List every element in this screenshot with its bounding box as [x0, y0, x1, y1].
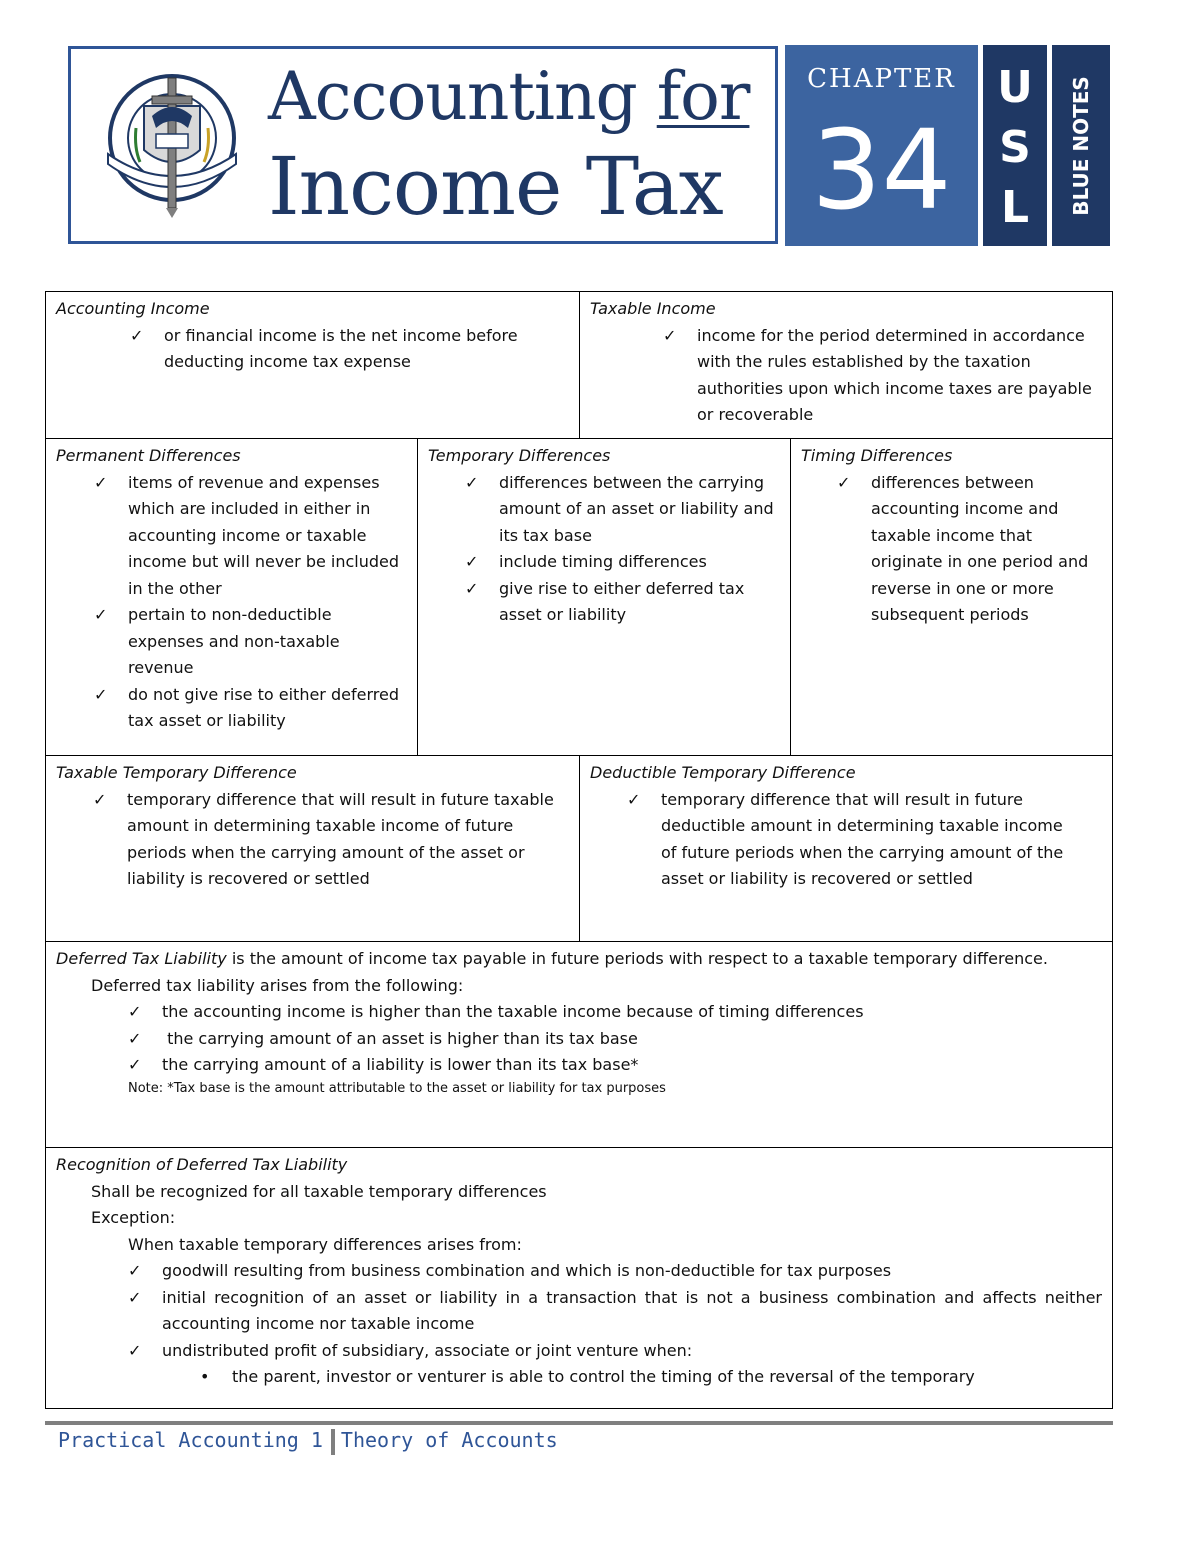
checkmark-icon: ✓	[128, 1055, 142, 1074]
deferred-tax-liability-cell	[45, 941, 1113, 1148]
usl-letter-s: S	[999, 122, 1031, 173]
usl-letter-l: L	[1000, 182, 1030, 233]
taxable-temporary-list	[56, 787, 575, 893]
checkmark-icon: ✓	[663, 325, 677, 345]
list-item	[94, 682, 408, 735]
list-item-text: temporary difference that will result in future taxable amount in determining taxable income of future periods when the carrying amount of the asset or liability is recovered or settled	[127, 789, 554, 888]
taxable-income-heading: Taxable Income	[590, 299, 716, 318]
list-item	[128, 1338, 1102, 1365]
list-item-text: include timing differences	[499, 552, 707, 571]
checkmark-icon: ✓	[128, 1287, 142, 1307]
list-item	[93, 787, 575, 893]
deductible-temporary-cell	[579, 755, 1113, 942]
recognition-cell	[45, 1147, 1113, 1409]
footer-rule	[45, 1421, 1113, 1425]
list-item-text: items of revenue and expenses which are included in either in accounting income or taxable income but will never be included in the other	[128, 472, 400, 598]
list-item-text: the carrying amount of a liability is lower than its tax base*	[162, 1055, 639, 1074]
blue-notes-label-wrap	[1052, 45, 1110, 246]
chapter-number: 34	[811, 106, 952, 234]
list-item	[94, 602, 408, 682]
recognition-line-1: Shall be recognized for all taxable temporary differences	[91, 1181, 547, 1201]
list-item	[128, 1052, 1102, 1079]
list-item-text: goodwill resulting from business combination and which is non-deductible for tax purposes	[162, 1261, 892, 1280]
recognition-sub-list	[56, 1364, 1102, 1391]
checkmark-icon: ✓	[465, 472, 479, 492]
checkmark-icon: ✓	[128, 1002, 142, 1021]
list-item	[94, 470, 408, 603]
timing-differences-heading: Timing Differences	[801, 446, 953, 465]
accounting-income-list	[56, 323, 559, 376]
list-item-text: do not give rise to either deferred tax asset or liability	[128, 684, 399, 730]
list-item-text: initial recognition of an asset or liability in a transaction that is not a business combination and affects neither accounting income nor taxable income	[162, 1287, 1102, 1333]
footer-subject: Theory of Accounts	[340, 1428, 558, 1452]
usl-letter-u: U	[997, 62, 1033, 113]
list-item	[128, 999, 1102, 1026]
list-item-text: the carrying amount of an asset is higher than its tax base	[162, 1028, 638, 1048]
title-for: for	[656, 58, 750, 135]
definition-text: is the amount of income tax payable in future periods with respect to a taxable temporary difference.	[226, 949, 1048, 968]
list-item-text: undistributed profit of subsidiary, associate or joint venture when:	[162, 1340, 693, 1360]
list-item-text: the accounting income is higher than the taxable income because of timing differences	[162, 1002, 864, 1021]
checkmark-icon: ✓	[465, 578, 479, 598]
list-item	[128, 1258, 1102, 1285]
list-item	[128, 1285, 1102, 1338]
footer-course: Practical Accounting 1	[58, 1428, 323, 1452]
checkmark-icon: ✓	[128, 1340, 142, 1360]
title-line-2: Income Tax	[268, 140, 723, 233]
checkmark-icon: ✓	[94, 472, 108, 492]
list-item-text: pertain to non-deductible expenses and non-taxable revenue	[128, 605, 340, 677]
footer-separator	[331, 1429, 335, 1455]
list-item-text: or financial income is the net income before deducting income tax expense	[164, 325, 518, 371]
temporary-differences-list	[428, 470, 784, 629]
blue-notes-label: BLUE NOTES	[1069, 75, 1093, 216]
list-item-text: differences between accounting income and taxable income that originate in one period and reverse in one or more subsequent periods	[871, 472, 1089, 624]
taxable-temporary-cell	[45, 755, 580, 942]
deductible-temporary-heading: Deductible Temporary Difference	[590, 763, 856, 782]
deferred-tax-liability-definition	[56, 946, 1102, 973]
checkmark-icon: ✓	[93, 789, 107, 809]
deferred-tax-liability-list	[56, 999, 1102, 1079]
list-item-text: the parent, investor or venturer is able to control the timing of the reversal of the temporary	[232, 1367, 975, 1386]
list-item	[837, 470, 1106, 629]
recognition-heading: Recognition of Deferred Tax Liability	[56, 1155, 348, 1174]
taxable-temporary-heading: Taxable Temporary Difference	[56, 763, 297, 782]
list-item-text: temporary difference that will result in future deductible amount in determining taxable income of future periods when the carrying amount of the asset or liability is recovered or settled	[661, 789, 1064, 888]
temporary-differences-cell	[417, 438, 791, 756]
list-item	[465, 470, 784, 550]
permanent-differences-cell	[45, 438, 418, 756]
title-accounting: Accounting	[268, 58, 637, 135]
list-item-text: differences between the carrying amount of an asset or liability and its tax base	[499, 472, 774, 545]
list-item	[465, 549, 784, 576]
list-item	[130, 323, 559, 376]
permanent-differences-list	[56, 470, 408, 735]
checkmark-icon: ✓	[128, 1261, 142, 1280]
timing-differences-cell	[790, 438, 1113, 756]
chapter-label: CHAPTER	[807, 64, 956, 94]
when-label: When taxable temporary differences arises from:	[128, 1234, 522, 1254]
exception-label: Exception:	[91, 1208, 176, 1227]
title-line-1	[268, 58, 749, 135]
timing-differences-list	[801, 470, 1106, 629]
checkmark-icon: ✓	[130, 325, 144, 345]
checkmark-icon: ✓	[94, 605, 108, 624]
accounting-income-cell	[45, 291, 580, 439]
checkmark-icon: ✓	[465, 552, 479, 571]
list-item	[663, 323, 1099, 429]
list-item	[200, 1364, 1102, 1391]
checkmark-icon: ✓	[627, 789, 641, 809]
list-item-text: income for the period determined in accordance with the rules established by the taxation authorities upon which income taxes are payable or recoverable	[697, 325, 1092, 424]
checkmark-icon: ✓	[128, 1028, 142, 1048]
deferred-tax-liability-term: Deferred Tax Liability	[56, 949, 227, 968]
list-item	[128, 1026, 1102, 1053]
accounting-income-heading: Accounting Income	[56, 299, 210, 318]
taxable-income-list	[590, 323, 1099, 429]
tax-base-note: Note: *Tax base is the amount attributable to the asset or liability for tax purposes	[128, 1080, 666, 1096]
list-item	[627, 787, 1081, 893]
list-item-text: give rise to either deferred tax asset or liability	[499, 578, 745, 624]
university-seal-logo	[100, 58, 245, 218]
recognition-list	[56, 1258, 1102, 1364]
temporary-differences-heading: Temporary Differences	[428, 446, 611, 465]
checkmark-icon: ✓	[837, 472, 851, 492]
list-item	[465, 576, 784, 629]
bullet-icon: •	[200, 1367, 210, 1386]
arises-label: Deferred tax liability arises from the following:	[91, 975, 464, 995]
deductible-temporary-list	[590, 787, 1081, 893]
permanent-differences-heading: Permanent Differences	[56, 446, 241, 465]
checkmark-icon: ✓	[94, 684, 108, 704]
footer	[58, 1428, 558, 1455]
taxable-income-cell	[579, 291, 1113, 439]
